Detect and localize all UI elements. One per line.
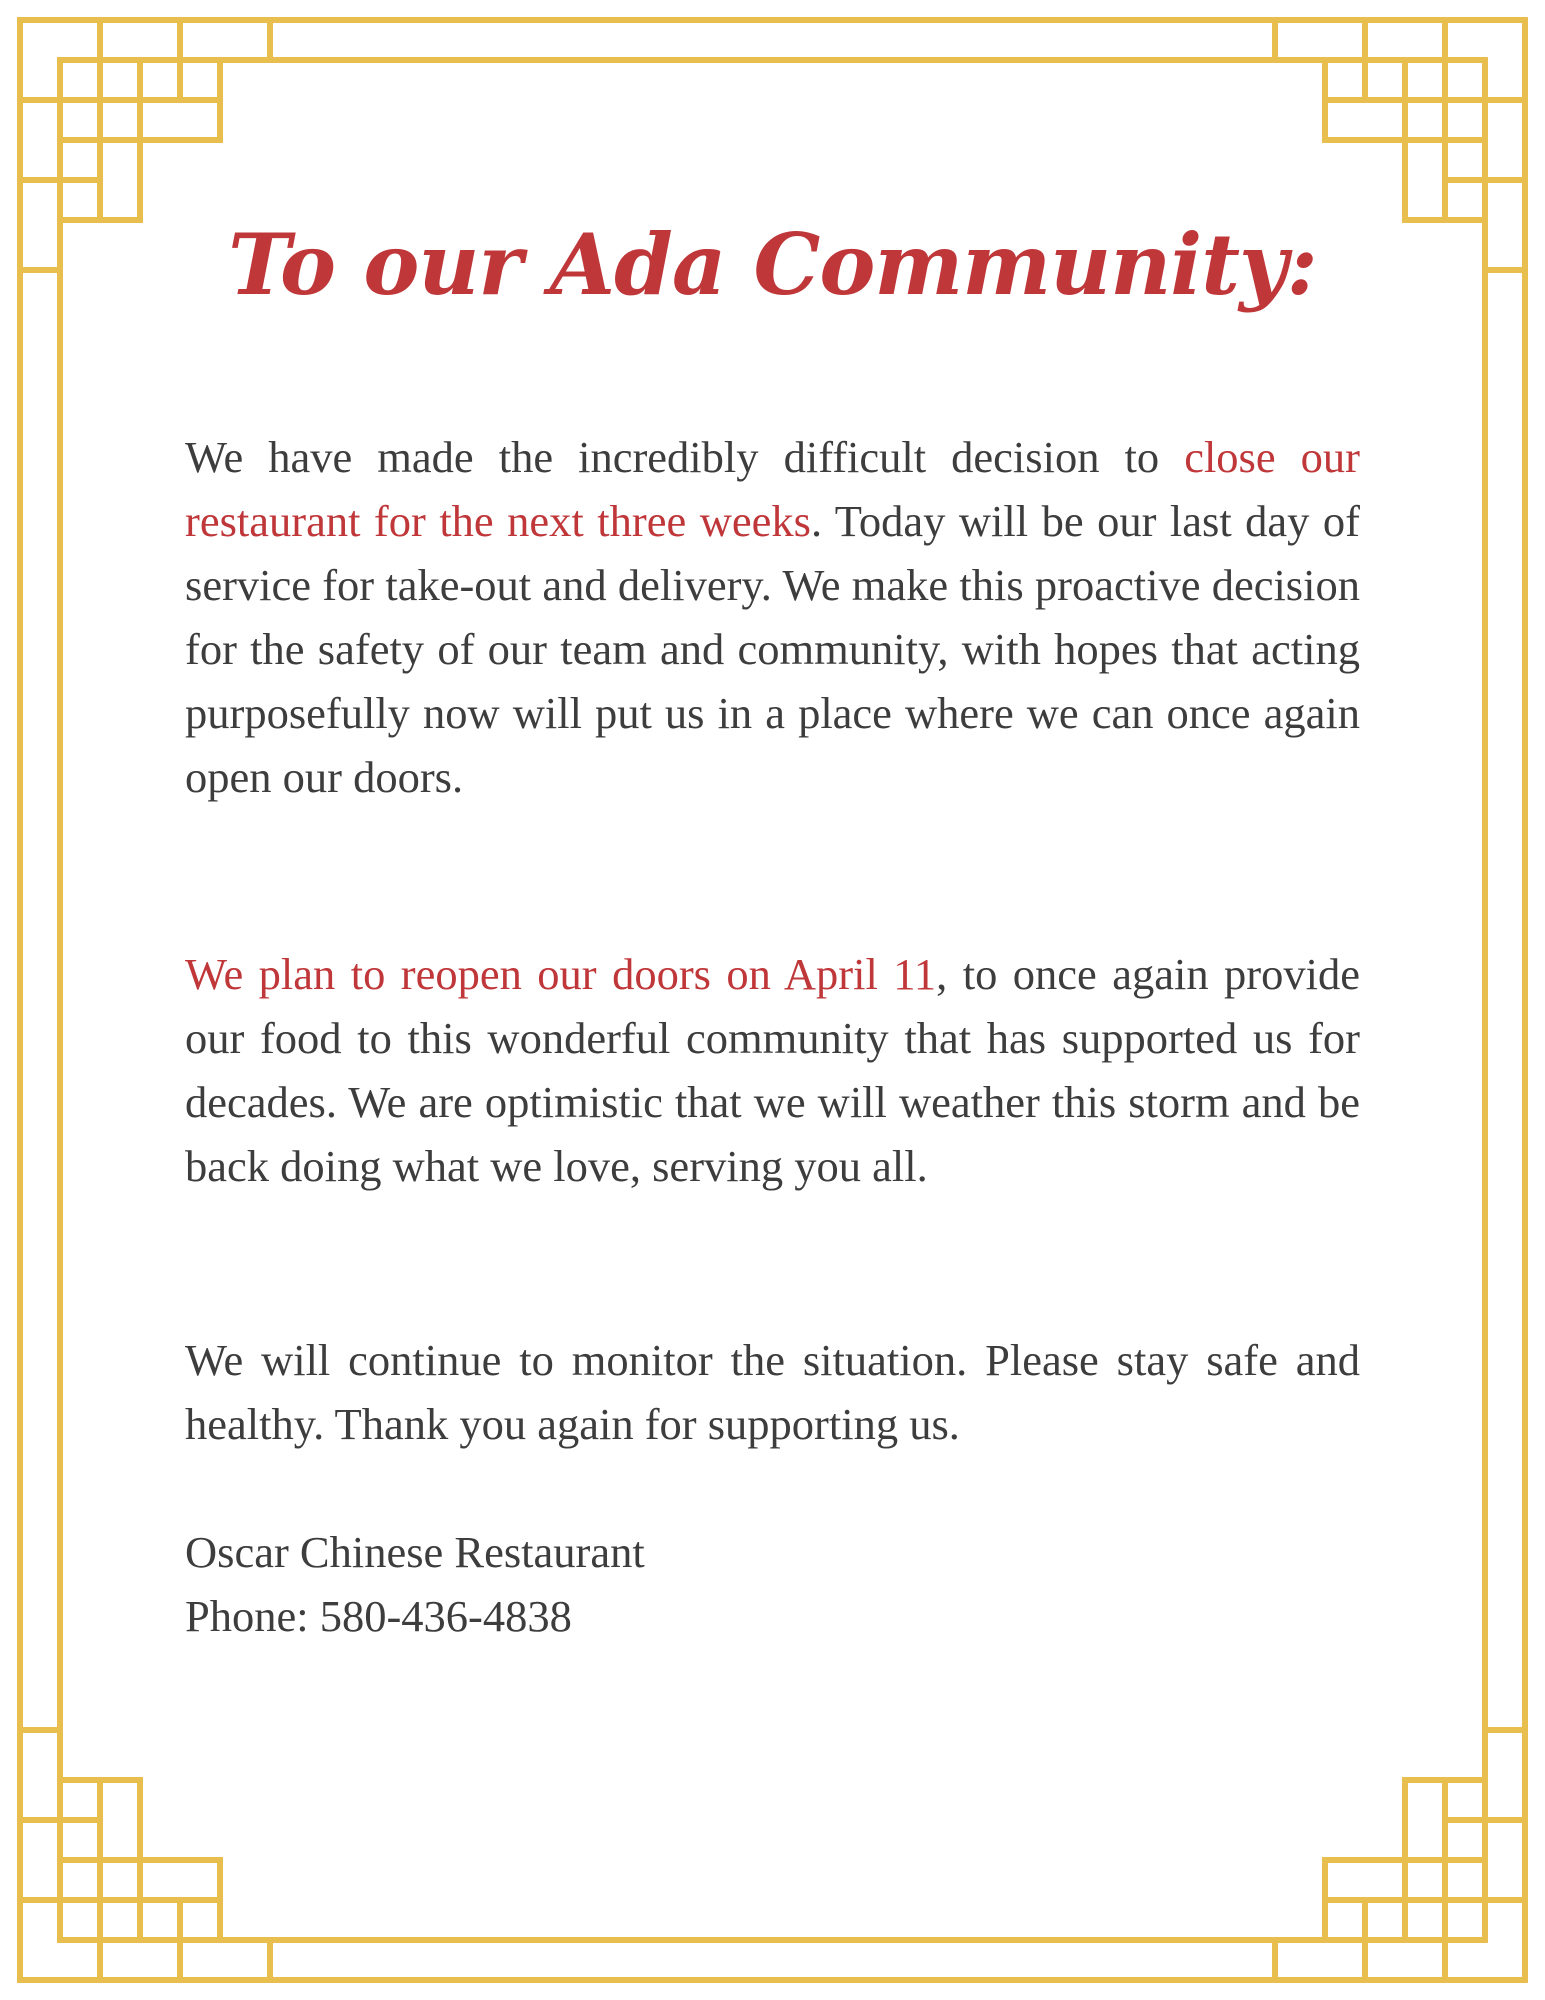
- closure-highlight: close our restaurant for the next three weeks: [185, 432, 1360, 546]
- paragraph-text: . Today will be our last day of service for take-out and delivery. We make this proactive decision for the safety of our team and community, with hopes that acting purposefully now will put us in a place where we can once again open our doors.: [185, 496, 1361, 802]
- signature-name: Oscar Chinese Restaurant: [185, 1527, 645, 1577]
- letter-body: [185, 0, 1360, 2000]
- paragraph-text: , to once again provide our food to this wonderful community that has supported us for decades. We are optimistic that we will weather this storm and be back doing what we love, serving you all.: [185, 949, 1360, 1191]
- paragraph-reopen: [185, 942, 1360, 1198]
- signature-phone: Phone: 580-436-4838: [185, 1591, 572, 1641]
- paragraph-text: We have made the incredibly difficult decision to: [185, 432, 1185, 482]
- paragraph-closure: [185, 425, 1360, 809]
- reopen-highlight: We plan to reopen our doors on April 11: [185, 949, 937, 999]
- paragraph-closing: We will continue to monitor the situation. Please stay safe and healthy. Thank you again for supporting us.: [185, 1335, 1360, 1449]
- letter-title: To our Ada Community:: [228, 215, 1317, 314]
